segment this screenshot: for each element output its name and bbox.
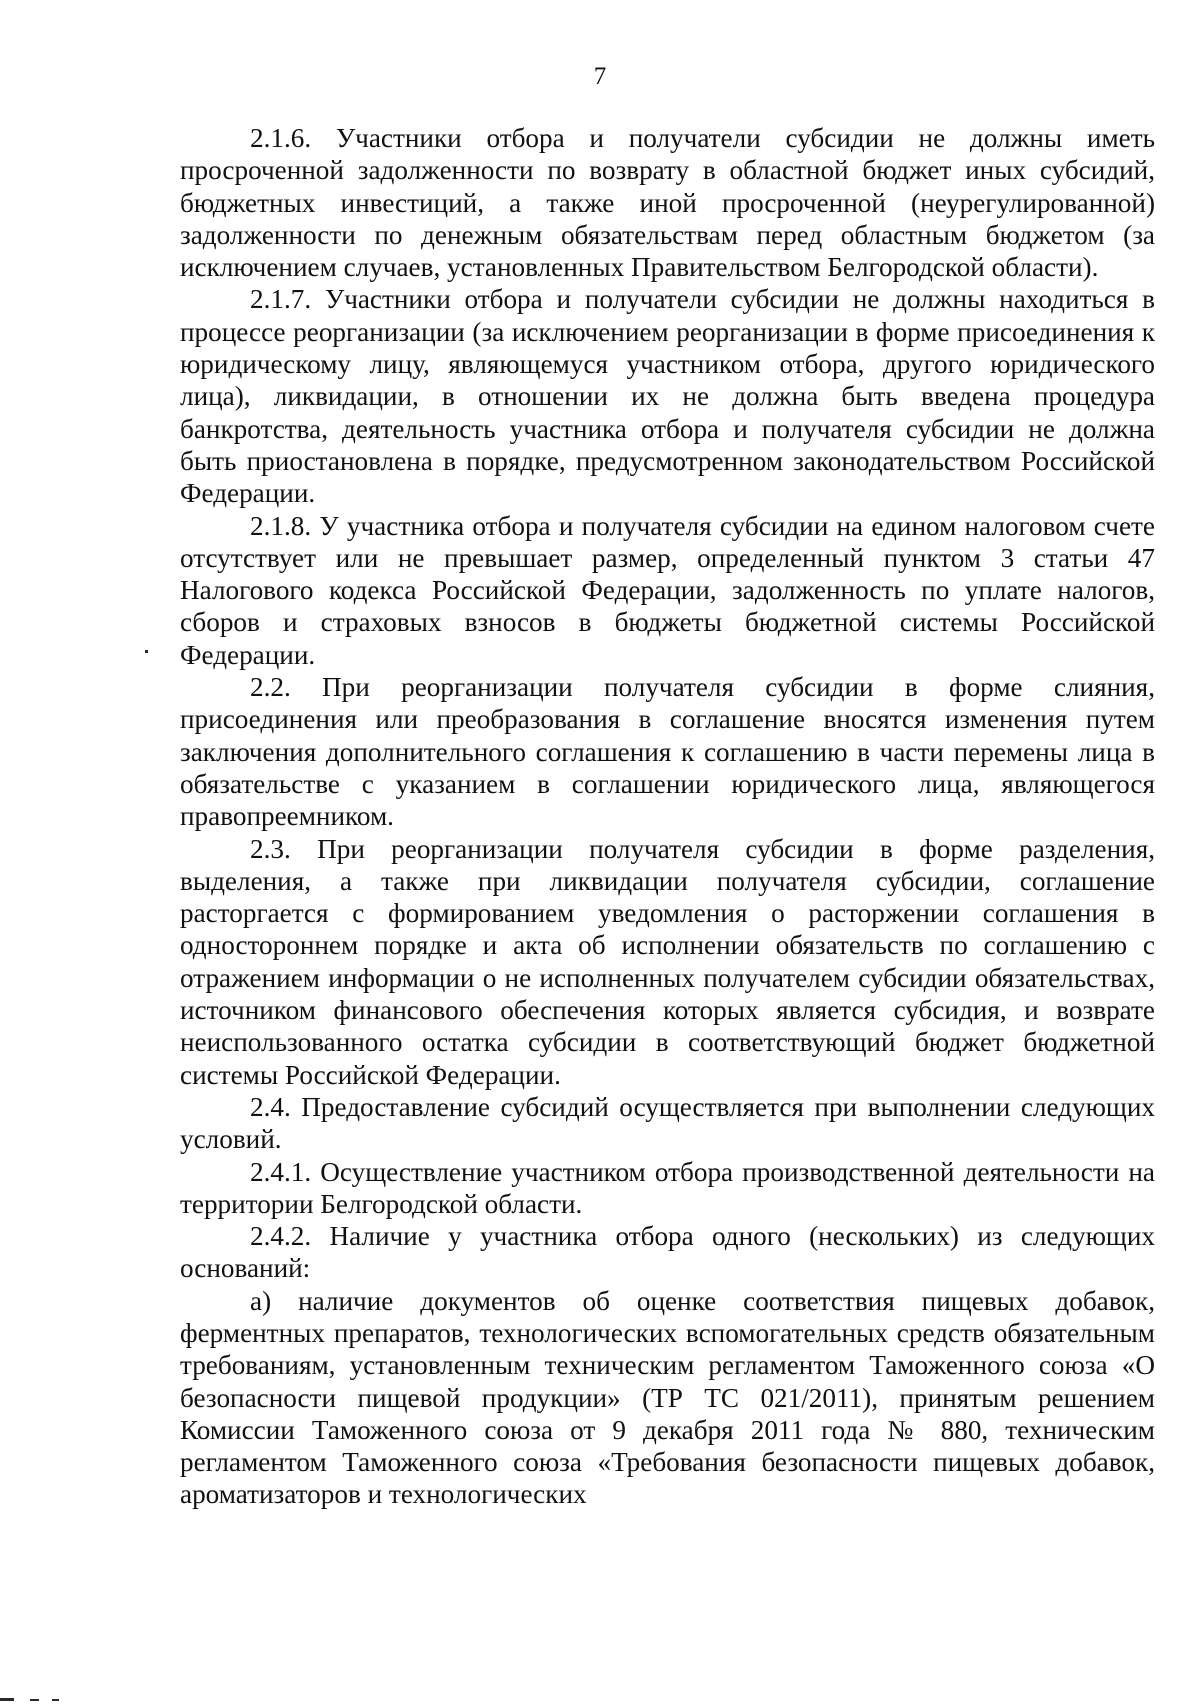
paragraph-2-3: 2.3. При реорганизации получателя субсидии в форме разделения, выделения, а также при ликвидации получателя субсидии, соглашение расторгается с формированием уведомления о расторжении соглашения в одностороннем порядке и акта об исполнении обязательств по соглашению с отражением информации о не исполненных получателем субсидии обязательствах, источником финансового обеспечения которых является субсидия, и возврате неиспользованного остатка субсидии в соответствующий бюджет бюджетной системы Российской Федерации. bbox=[180, 833, 1155, 1090]
paragraph-2-2: 2.2. При реорганизации получателя субсидии в форме слияния, присоединения или преобразования в соглашение вносятся изменения путем заключения дополнительного соглашения к соглашению в части перемены лица в обязательстве с указанием в соглашении юридического лица, являющегося правопреемником. bbox=[180, 672, 1155, 832]
document-body bbox=[180, 122, 1155, 1511]
scan-artifact bbox=[30, 1699, 39, 1701]
scan-artifact bbox=[52, 1699, 59, 1701]
paragraph-2-1-7: 2.1.7. Участники отбора и получатели субсидии не должны находиться в процессе реорганизации (за исключением реорганизации в форме присоединения к юридическому лицу, являющемуся участником отбора, другого юридического лица), ликвидации, в отношении их не должна быть введена процедура банкротства, деятельность участника отбора и получателя субсидии не должна быть приостановлена в порядке, предусмотренном законодательством Российской Федерации. bbox=[180, 284, 1155, 509]
paragraph-2-4: 2.4. Предоставление субсидий осуществляется при выполнении следующих условий. bbox=[180, 1091, 1155, 1155]
paragraph-2-1-6: 2.1.6. Участники отбора и получатели субсидии не должны иметь просроченной задолженности по возврату в областной бюджет иных субсидий, бюджетных инвестиций, а также иной просроченной (неурегулированной) задолженности по денежным обязательствам перед областным бюджетом (за исключением случаев, установленных Правительством Белгородской области). bbox=[180, 123, 1155, 283]
paragraph-a: а) наличие документов об оценке соответствия пищевых добавок, ферментных препаратов, технологических вспомогательных средств обязательным требованиям, установленным техническим регламентом Таможенного союза «О безопасности пищевой продукции» (ТР ТС 021/2011), принятым решением Комиссии Таможенного союза от 9 декабря 2011 года № 880, техническим регламентом Таможенного союза «Требования безопасности пищевых добавок, ароматизаторов и технологических bbox=[180, 1285, 1155, 1510]
scan-artifact bbox=[0, 1698, 14, 1701]
paragraph-2-4-2: 2.4.2. Наличие у участника отбора одного (нескольких) из следующих оснований: bbox=[180, 1221, 1155, 1284]
paragraph-2-4-1: 2.4.1. Осуществление участником отбора производственной деятельности на территории Белгородской области. bbox=[180, 1156, 1155, 1219]
scan-artifact bbox=[145, 650, 148, 653]
page-number: 7 bbox=[593, 63, 607, 90]
paragraph-2-1-8: 2.1.8. У участника отбора и получателя субсидии на едином налоговом счете отсутствует или не превышает размер, определенный пунктом 3 статьи 47 Налогового кодекса Российской Федерации, задолженность по уплате налогов, сборов и страховых взносов в бюджеты бюджетной системы Российской Федерации. bbox=[180, 510, 1155, 670]
